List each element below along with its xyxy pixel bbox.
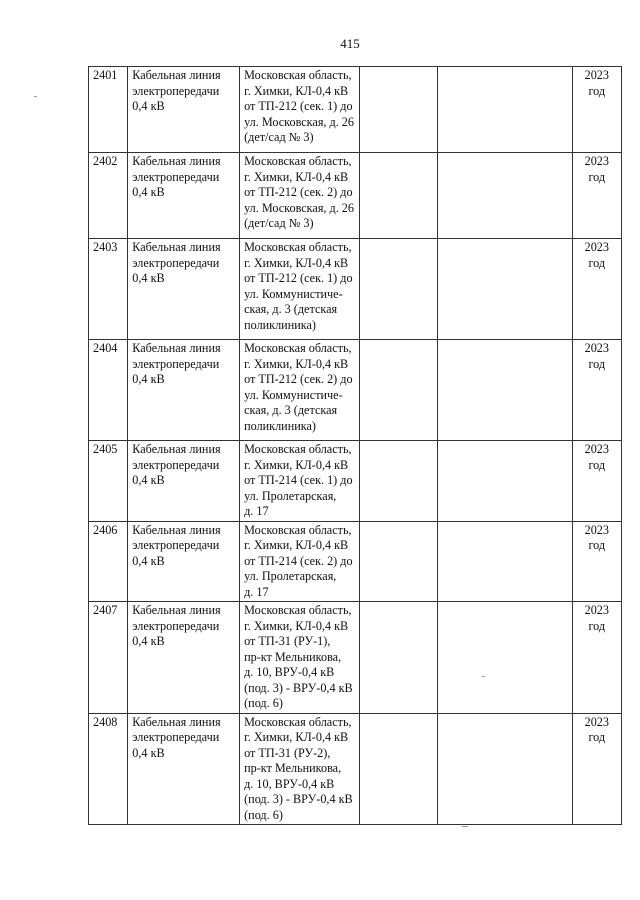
empty-cell-2 — [437, 67, 572, 153]
year: 2023 год — [584, 68, 609, 98]
row-number: 2404 — [93, 341, 118, 355]
address: Московская область, г. Химки, КЛ-0,4 кВ от ТП-212 (сек. 2) до ул. Московская, д. 26 (дет/сад № 3) — [244, 154, 354, 230]
table-row — [89, 239, 622, 340]
table-row — [89, 153, 622, 239]
year-cell — [572, 713, 621, 825]
empty-cell-2 — [437, 441, 572, 522]
table-row — [89, 713, 622, 825]
year: 2023 год — [584, 714, 609, 744]
address-cell — [240, 521, 360, 602]
object-name: Кабельная линия электропередачи 0,4 кВ — [132, 522, 221, 568]
row-number-cell — [89, 340, 128, 441]
year-cell — [572, 153, 621, 239]
year-cell — [572, 67, 621, 153]
year: 2023 год — [584, 603, 609, 633]
empty-cell-1 — [360, 153, 438, 239]
row-number: 2408 — [93, 714, 118, 729]
empty-cell-2 — [437, 521, 572, 602]
empty-cell-1 — [360, 239, 438, 340]
empty-cell-1 — [360, 441, 438, 522]
row-number-cell — [89, 602, 128, 714]
year-cell — [572, 521, 621, 602]
object-name: Кабельная линия электропередачи 0,4 кВ — [132, 341, 221, 386]
address-cell — [240, 67, 360, 153]
address-cell — [240, 602, 360, 714]
empty-cell-1 — [360, 521, 438, 602]
empty-cell-2 — [437, 713, 572, 825]
address-cell — [240, 441, 360, 522]
year: 2023 год — [584, 442, 609, 472]
object-name-cell — [128, 153, 240, 239]
row-number-cell — [89, 239, 128, 340]
empty-cell-2 — [437, 602, 572, 714]
object-name: Кабельная линия электропередачи 0,4 кВ — [132, 442, 221, 487]
object-name-cell — [128, 441, 240, 522]
object-name-cell — [128, 239, 240, 340]
row-number: 2406 — [93, 522, 118, 537]
address: Московская область, г. Химки, КЛ-0,4 кВ от ТП-214 (сек. 1) до ул. Пролетарская, д. 17 — [244, 442, 353, 518]
address: Московская область, г. Химки, КЛ-0,4 кВ от ТП-212 (сек. 1) до ул. Коммунистиче- ская, д. 3 (детская поликлиника) — [244, 240, 353, 332]
scan-speck — [482, 676, 485, 677]
empty-cell-1 — [360, 67, 438, 153]
object-name: Кабельная линия электропередачи 0,4 кВ — [132, 154, 221, 199]
row-number: 2402 — [93, 154, 118, 168]
row-number-cell — [89, 153, 128, 239]
empty-cell-2 — [437, 239, 572, 340]
table-row — [89, 521, 622, 602]
object-name: Кабельная линия электропередачи 0,4 кВ — [132, 68, 221, 113]
empty-cell-1 — [360, 713, 438, 825]
empty-cell-2 — [437, 340, 572, 441]
scan-speck — [34, 96, 37, 97]
address-cell — [240, 153, 360, 239]
year-cell — [572, 441, 621, 522]
table-body — [89, 67, 622, 825]
object-name: Кабельная линия электропередачи 0,4 кВ — [132, 240, 221, 285]
table-row — [89, 67, 622, 153]
address: Московская область, г. Химки, КЛ-0,4 кВ от ТП-214 (сек. 2) до ул. Пролетарская, д. 17 — [244, 522, 353, 599]
table-row — [89, 441, 622, 522]
year: 2023 год — [584, 240, 609, 270]
row-number: 2407 — [93, 603, 118, 617]
row-number: 2405 — [93, 442, 118, 456]
address-cell — [240, 713, 360, 825]
row-number-cell — [89, 713, 128, 825]
address-cell — [240, 340, 360, 441]
object-name-cell — [128, 521, 240, 602]
table-row — [89, 602, 622, 714]
scan-speck — [462, 826, 468, 827]
object-name-cell — [128, 713, 240, 825]
address: Московская область, г. Химки, КЛ-0,4 кВ от ТП-212 (сек. 1) до ул. Московская, д. 26 (дет/сад № 3) — [244, 68, 354, 144]
page-number: 415 — [340, 36, 360, 51]
object-name-cell — [128, 340, 240, 441]
year-cell — [572, 340, 621, 441]
row-number: 2403 — [93, 240, 118, 254]
object-name: Кабельная линия электропередачи 0,4 кВ — [132, 603, 221, 648]
year-cell — [572, 602, 621, 714]
row-number-cell — [89, 521, 128, 602]
year: 2023 год — [584, 522, 609, 552]
registry-table — [88, 66, 622, 825]
empty-cell-1 — [360, 602, 438, 714]
object-name-cell — [128, 602, 240, 714]
table-row — [89, 340, 622, 441]
empty-cell-2 — [437, 153, 572, 239]
empty-cell-1 — [360, 340, 438, 441]
address-cell — [240, 239, 360, 340]
year: 2023 год — [584, 341, 609, 371]
object-name: Кабельная линия электропередачи 0,4 кВ — [132, 714, 221, 760]
address: Московская область, г. Химки, КЛ-0,4 кВ от ТП-31 (РУ-1), пр-кт Мельникова, д. 10, ВРУ-0,4 кВ (под. 3) - ВРУ-0,4 кВ (под. 6) — [244, 603, 353, 710]
address: Московская область, г. Химки, КЛ-0,4 кВ от ТП-212 (сек. 2) до ул. Коммунистиче- ская, д. 3 (детская поликлиника) — [244, 341, 353, 433]
row-number-cell — [89, 67, 128, 153]
row-number-cell — [89, 441, 128, 522]
address: Московская область, г. Химки, КЛ-0,4 кВ от ТП-31 (РУ-2), пр-кт Мельникова, д. 10, ВРУ-0,4 кВ (под. 3) - ВРУ-0,4 кВ (под. 6) — [244, 714, 353, 822]
object-name-cell — [128, 67, 240, 153]
year: 2023 год — [584, 154, 609, 184]
row-number: 2401 — [93, 68, 118, 82]
year-cell — [572, 239, 621, 340]
